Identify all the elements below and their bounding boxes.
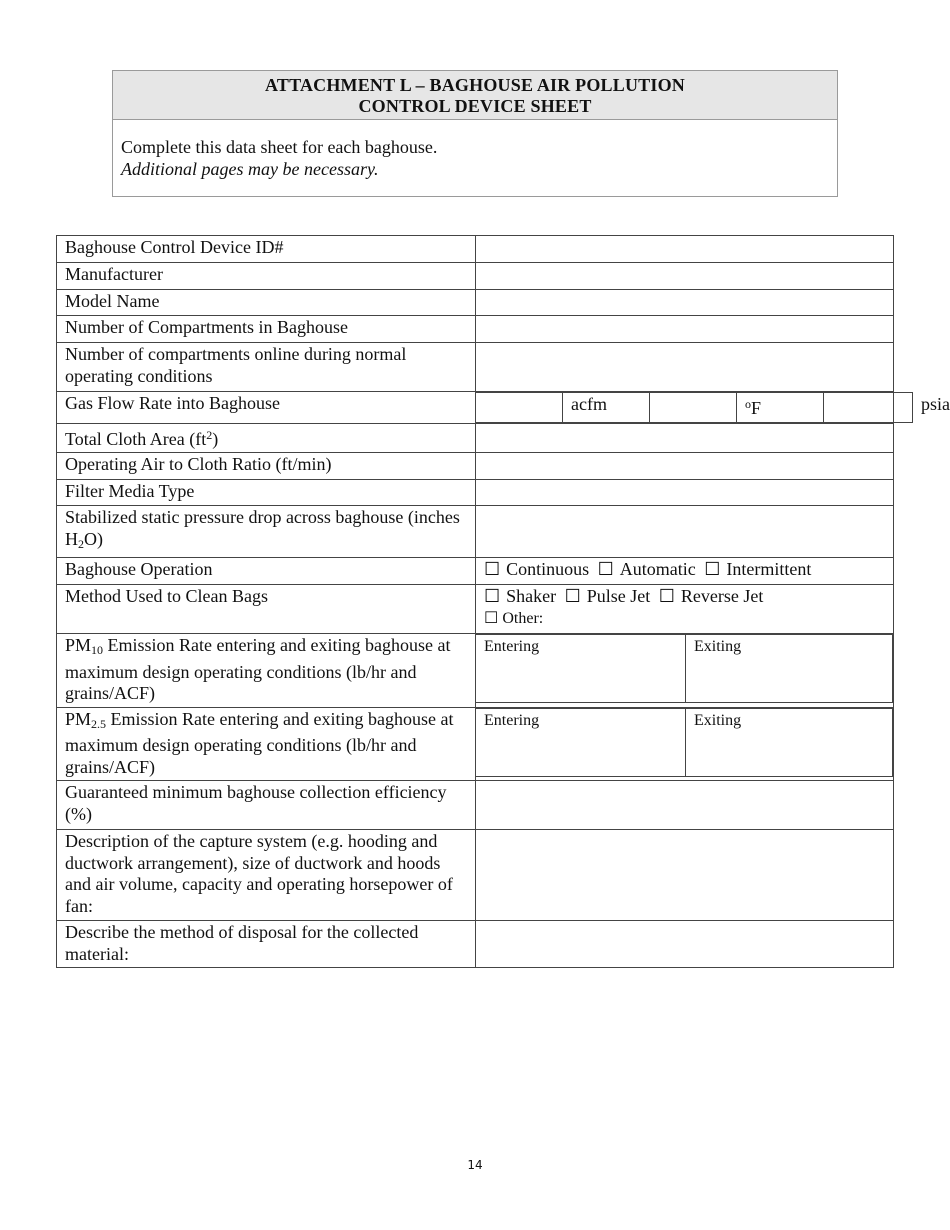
- continuous-option-label: Continuous: [506, 559, 590, 579]
- pm10-subtable: [476, 634, 893, 703]
- filter-media-field[interactable]: [476, 480, 894, 506]
- automatic-option-label: Automatic: [619, 559, 696, 579]
- pulse-jet-option-label: Pulse Jet: [586, 586, 651, 606]
- pm10-text: PM: [65, 635, 92, 655]
- capture-system-field[interactable]: [476, 830, 894, 921]
- capture-system-label: Description of the capture system (e.g. hooding and ductwork arrangement), size of ductwork and hoods and air volume, capacity and operating horsepower of fan:: [57, 830, 476, 921]
- cloth-area-label: [57, 423, 476, 453]
- manufacturer-field[interactable]: [476, 263, 894, 290]
- cloth-area-field[interactable]: [476, 423, 894, 453]
- degf-unit: [737, 393, 824, 423]
- num-compartments-label: Number of Compartments in Baghouse: [57, 316, 476, 343]
- pm25-label: [57, 707, 476, 781]
- pm10-exiting-field[interactable]: [686, 635, 893, 703]
- efficiency-label: Guaranteed minimum baghouse collection efficiency (%): [57, 781, 476, 830]
- attachment-header-box: [112, 70, 838, 197]
- table-row: [57, 290, 894, 316]
- pm10-exiting-label: Exiting: [694, 638, 742, 655]
- reverse-jet-option-label: Reverse Jet: [680, 586, 764, 606]
- pulse-jet-checkbox[interactable]: ☐: [564, 586, 581, 606]
- gas-flow-acfm-field[interactable]: [476, 393, 563, 423]
- gas-temp-field[interactable]: [650, 393, 737, 423]
- gas-flow-label: Gas Flow Rate into Baghouse: [57, 392, 476, 424]
- pm25-subtable: [476, 708, 893, 777]
- instruction-note: Additional pages may be necessary.: [121, 159, 379, 179]
- table-row: [57, 830, 894, 921]
- disposal-label: Describe the method of disposal for the collected material:: [57, 921, 476, 968]
- attachment-title: [113, 71, 837, 120]
- pm25-description: Emission Rate entering and exiting baghouse at maximum design operating conditions (lb/hr and grains/ACF): [65, 708, 454, 777]
- acfm-unit: acfm: [563, 393, 650, 423]
- cloth-area-close: ): [212, 428, 219, 449]
- page-number: 14: [467, 1158, 483, 1172]
- table-row: [57, 343, 894, 392]
- shaker-option-label: Shaker: [506, 586, 557, 606]
- pm10-entering-field[interactable]: [476, 635, 686, 703]
- pressure-drop-text: Stabilized static pressure drop across baghouse (inches H: [65, 507, 460, 549]
- pressure-drop-close: O): [84, 528, 103, 549]
- pm25-cell: [476, 707, 894, 781]
- operation-label: Baghouse Operation: [57, 558, 476, 585]
- disposal-field[interactable]: [476, 921, 894, 968]
- shaker-checkbox[interactable]: ☐: [484, 586, 501, 606]
- pm25-text: PM: [65, 708, 92, 729]
- automatic-checkbox[interactable]: ☐: [597, 559, 614, 579]
- table-row: [57, 585, 894, 634]
- fahrenheit-symbol: F: [751, 398, 762, 418]
- pressure-drop-label: [57, 506, 476, 558]
- manufacturer-label: Manufacturer: [57, 263, 476, 290]
- compartments-online-field[interactable]: [476, 343, 894, 392]
- model-name-field[interactable]: [476, 290, 894, 316]
- attachment-instructions: [113, 120, 837, 180]
- pm25-subscript: 2.5: [91, 716, 107, 731]
- clean-method-label: Method Used to Clean Bags: [57, 585, 476, 634]
- pm10-entering-label: Entering: [484, 638, 540, 655]
- pm10-label: [57, 634, 476, 708]
- reverse-jet-checkbox[interactable]: ☐: [658, 586, 675, 606]
- table-row: [57, 453, 894, 480]
- cloth-area-text: Total Cloth Area (ft: [65, 428, 207, 449]
- pm25-exiting-label: Exiting: [694, 711, 742, 729]
- device-id-label: Baghouse Control Device ID#: [57, 236, 476, 263]
- table-row: [57, 316, 894, 343]
- pm10-description: Emission Rate entering and exiting baghouse at maximum design operating conditions (lb/hr and grains/ACF): [65, 635, 451, 703]
- efficiency-field[interactable]: [476, 781, 894, 830]
- table-row: [57, 423, 894, 453]
- other-checkbox[interactable]: ☐: [484, 609, 499, 627]
- operation-options: [476, 558, 894, 585]
- table-row: [57, 236, 894, 263]
- intermittent-option-label: Intermittent: [726, 559, 812, 579]
- num-compartments-field[interactable]: [476, 316, 894, 343]
- gas-pressure-field[interactable]: [824, 393, 913, 423]
- table-row: [57, 634, 894, 708]
- pm25-exiting-field[interactable]: [686, 708, 893, 776]
- pressure-drop-field[interactable]: [476, 506, 894, 558]
- degree-symbol: o: [745, 397, 751, 411]
- intermittent-checkbox[interactable]: ☐: [704, 559, 721, 579]
- compartments-online-label: Number of compartments online during normal operating conditions: [57, 343, 476, 392]
- clean-method-options: [476, 585, 894, 634]
- table-row: [57, 558, 894, 585]
- air-cloth-ratio-field[interactable]: [476, 453, 894, 480]
- baghouse-data-table: [56, 235, 950, 968]
- pm25-entering-label: Entering: [484, 711, 540, 729]
- table-row: [57, 480, 894, 506]
- instruction-text: Complete this data sheet for each baghouse.: [121, 137, 438, 157]
- other-option-label: Other:: [502, 609, 544, 627]
- table-row: [57, 707, 894, 781]
- cloth-area-exponent: 2: [206, 427, 213, 442]
- gas-flow-cell: [476, 392, 950, 424]
- continuous-checkbox[interactable]: ☐: [484, 559, 501, 579]
- attachment-title-line1: ATTACHMENT L – BAGHOUSE AIR POLLUTION: [265, 75, 685, 95]
- table-row: [57, 263, 894, 290]
- pressure-drop-subscript: 2: [78, 536, 84, 551]
- pm10-subscript: 10: [91, 643, 104, 657]
- gas-flow-subtable: acfm $^o$F psia: [476, 392, 913, 423]
- pm10-cell: [476, 634, 894, 708]
- table-row: [57, 781, 894, 830]
- table-row: [57, 506, 894, 558]
- table-row: [57, 392, 894, 424]
- table-row: [57, 921, 894, 968]
- air-cloth-ratio-label: Operating Air to Cloth Ratio (ft/min): [57, 453, 476, 480]
- device-id-field[interactable]: [476, 236, 894, 263]
- attachment-title-line2: CONTROL DEVICE SHEET: [358, 96, 592, 116]
- model-name-label: Model Name: [57, 290, 476, 316]
- filter-media-label: Filter Media Type: [57, 480, 476, 506]
- pm25-entering-field[interactable]: [476, 708, 686, 776]
